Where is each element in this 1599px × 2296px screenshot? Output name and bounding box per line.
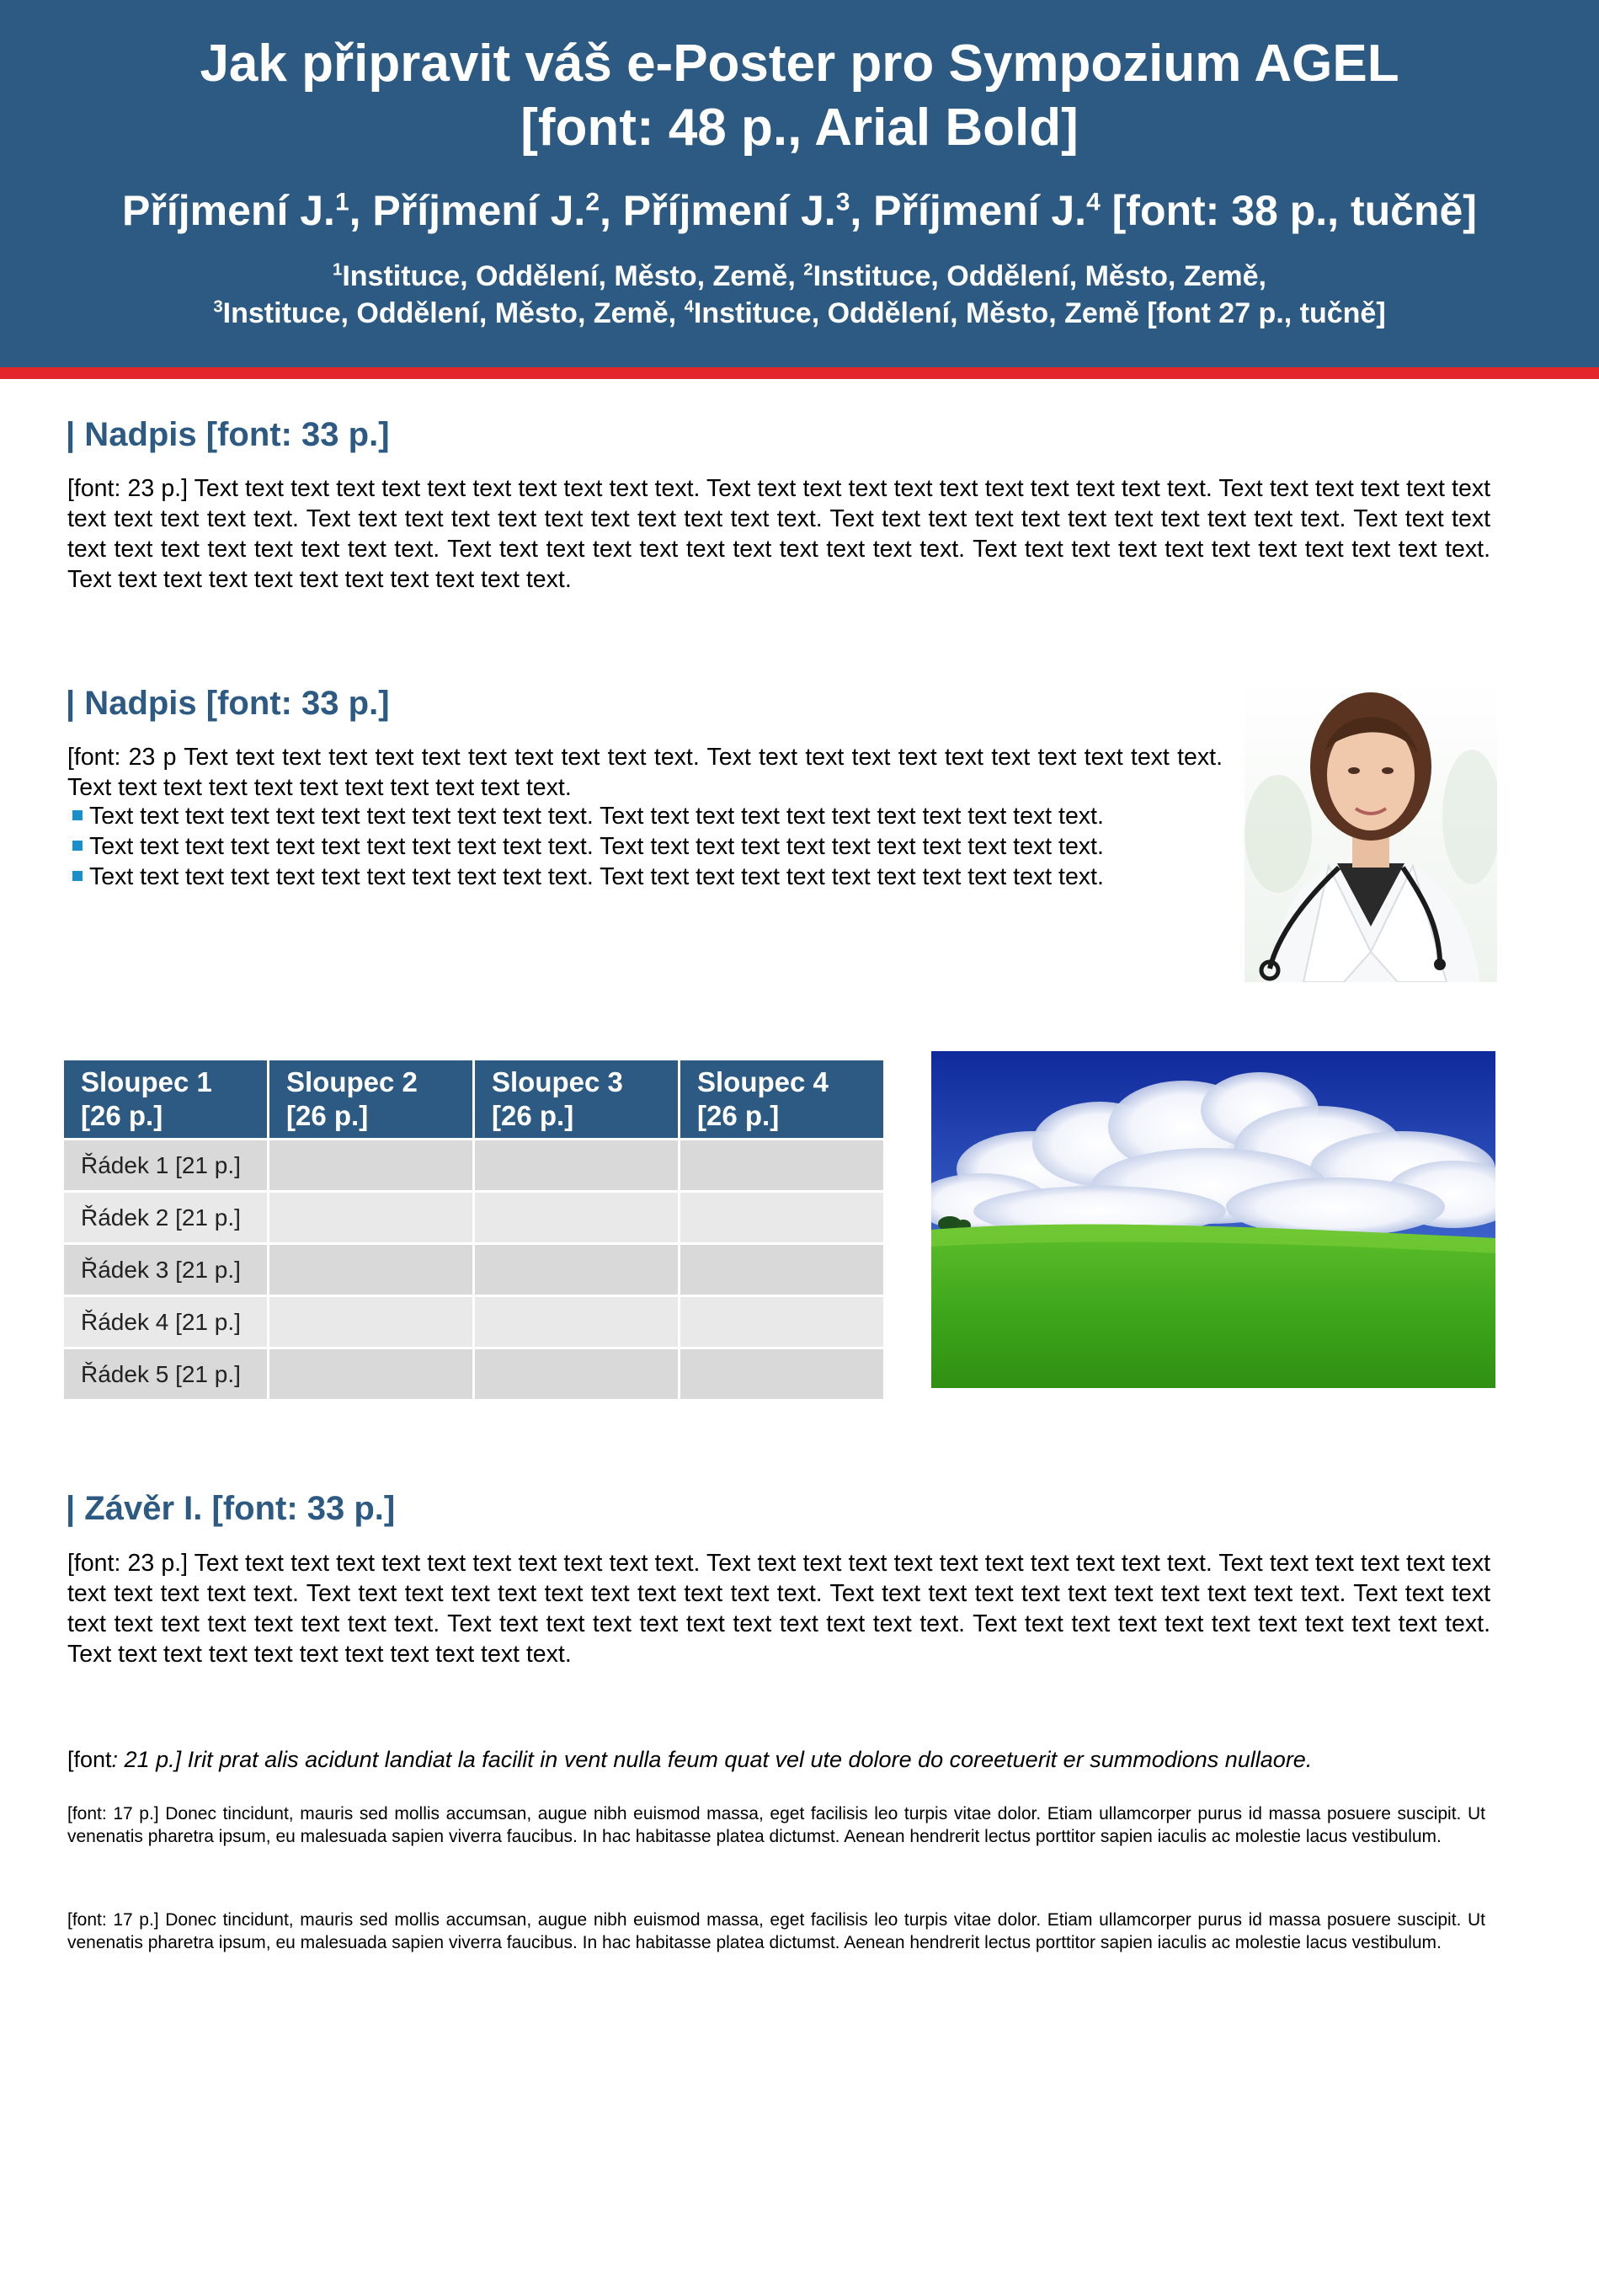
table-cell	[680, 1193, 883, 1242]
column-header: Sloupec 1 [26 p.]	[64, 1060, 267, 1138]
column-header: Sloupec 3 [26 p.]	[475, 1060, 678, 1138]
table-cell: Řádek 2 [21 p.]	[64, 1193, 267, 1242]
author: Příjmení J.$^4$ [font: 38 p., tučně]	[873, 187, 1477, 234]
table-cell	[680, 1245, 883, 1295]
table-cell	[680, 1140, 883, 1190]
section2-text: [font: 23 p Text text text text text text text text text text text. Text text text text text text text text text text text. Text text text text text text text text text text text.	[67, 744, 1223, 801]
table-cell: Řádek 1 [21 p.]	[64, 1140, 267, 1190]
table-cell	[475, 1245, 678, 1295]
note-21: [font: 21 p.] Irit prat alis acidunt landiat la facilit in vent nulla feum quat vel ute dolore do coreetuerit er summodions nullaore.	[67, 1747, 1313, 1772]
poster-title-line1: Jak připravit váš e-Poster pro Sympozium AGEL	[200, 35, 1399, 93]
section1-heading: | Nadpis [font: 33 p.]	[66, 416, 390, 453]
bullet-square-icon	[72, 871, 83, 881]
poster-header	[0, 0, 1599, 367]
table-cell	[475, 1349, 678, 1399]
table-cell	[680, 1297, 883, 1347]
doctor-photo	[1245, 674, 1497, 982]
author: Příjmení J.$^1$,	[122, 187, 373, 234]
note-17-b: [font: 17 p.] Donec tincidunt, mauris sed mollis accumsan, augue nibh euismod massa, eget facilisis leo turpis vitae dolor. Etiam ullamcorper purus id massa posuere suscipit. Ut venenatis pharetra ipsum, eu malesuada sapien viverra faucibus. In hac habitasse platea dictumst. Aenean hendrerit lectus porttitor sapien iaculis ac molestie lacus vestibulum.	[67, 1910, 1485, 1952]
table-header-row	[64, 1060, 883, 1138]
author: Příjmení J.$^2$,	[372, 187, 623, 234]
bullet-square-icon	[72, 810, 83, 820]
bullet-item: Text text text text text text text text text text text. Text text text text text text text text text text text.	[72, 831, 1104, 862]
column-header: Sloupec 2 [26 p.]	[269, 1060, 472, 1138]
header-accent-bar	[0, 367, 1599, 379]
table-cell	[269, 1297, 472, 1347]
institutions-line2: $^3$Instituce, Oddělení, Město, Země, $^4$Instituce, Oddělení, Město, Země [font 27 p., tučně]	[213, 297, 1386, 329]
table-row	[64, 1297, 883, 1347]
table-cell	[475, 1193, 678, 1242]
bullet-square-icon	[72, 841, 83, 851]
author: Příjmení J.$^3$,	[622, 187, 874, 234]
note-17-a: [font: 17 p.] Donec tincidunt, mauris sed mollis accumsan, augue nibh euismod massa, eget facilisis leo turpis vitae dolor. Etiam ullamcorper purus id massa posuere suscipit. Ut venenatis pharetra ipsum, eu malesuada sapien viverra faucibus. In hac habitasse platea dictumst. Aenean hendrerit lectus porttitor sapien iaculis ac molestie lacus vestibulum.	[67, 1804, 1485, 1846]
table-cell	[269, 1193, 472, 1242]
conclusion-heading: | Závěr I. [font: 33 p.]	[66, 1490, 396, 1527]
section1-text: [font: 23 p.] Text text text text text text text text text text text. Text text text text text text text text text text text. Text text text text text text text text text text text. Text text text text text text text text text text text. Text text text text text text text text text text text. Text text text text text text text text text text text. Text text text text text text text text text text text. Text text text text text text text text text text text. Text text text text text text text text text text text.	[67, 475, 1490, 593]
column-header: Sloupec 4 [26 p.]	[680, 1060, 883, 1138]
table-cell	[269, 1349, 472, 1399]
data-table	[61, 1058, 886, 1402]
institutions-line1: $^1$Instituce, Oddělení, Město, Země, $^2$Instituce, Oddělení, Město, Země,	[332, 260, 1267, 292]
table-cell	[475, 1297, 678, 1347]
bullet-item: Text text text text text text text text text text text. Text text text text text text text text text text text.	[72, 862, 1104, 892]
table-cell	[269, 1245, 472, 1295]
table-cell	[269, 1140, 472, 1190]
table-row	[64, 1245, 883, 1295]
poster-title-line2: [font: 48 p., Arial Bold]	[520, 99, 1079, 157]
authors-line	[0, 181, 1599, 240]
landscape-photo	[931, 1051, 1495, 1388]
conclusion-text: [font: 23 p.] Text text text text text text text text text text text. Text text text text text text text text text text text. Text text text text text text text text text text text. Text text text text text text text text text text text. Text text text text text text text text text text text. Text text text text text text text text text text text. Text text text text text text text text text text text. Text text text text text text text text text text text. Text text text text text text text text text text text.	[67, 1550, 1490, 1668]
table-cell: Řádek 3 [21 p.]	[64, 1245, 267, 1295]
table-row	[64, 1140, 883, 1190]
section2-heading: | Nadpis [font: 33 p.]	[66, 685, 390, 722]
bullet-item: Text text text text text text text text text text text. Text text text text text text text text text text text.	[72, 801, 1104, 831]
table-cell: Řádek 4 [21 p.]	[64, 1297, 267, 1347]
section2-bullet-list	[72, 801, 1104, 892]
table-cell	[475, 1140, 678, 1190]
table-row	[64, 1349, 883, 1399]
table-cell: Řádek 5 [21 p.]	[64, 1349, 267, 1399]
table-cell	[680, 1349, 883, 1399]
table-row	[64, 1193, 883, 1242]
